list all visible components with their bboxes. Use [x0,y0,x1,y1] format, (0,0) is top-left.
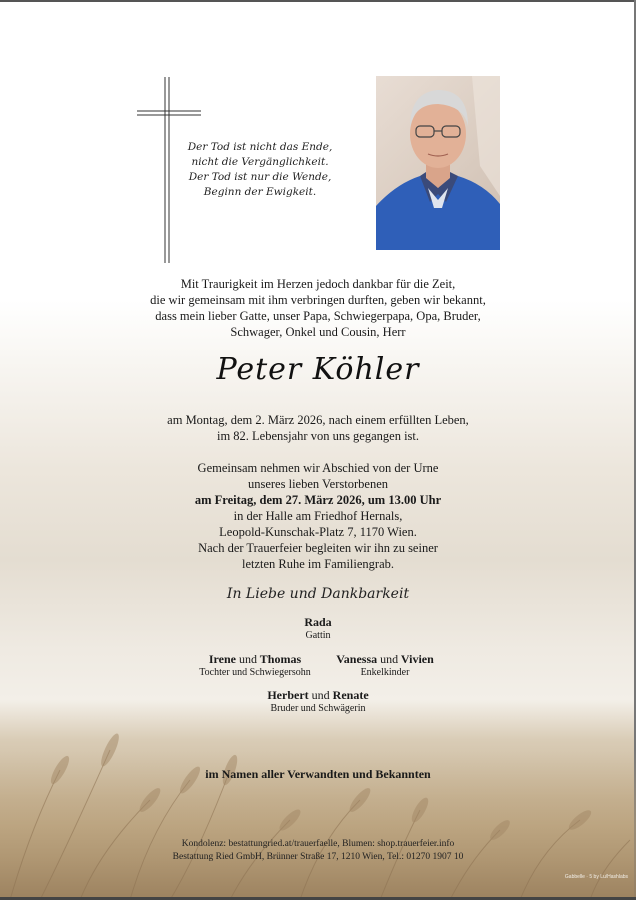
ceremony-line: Gemeinsam nehmen wir Abschied von der Urne [197,461,439,475]
footer [100,838,536,864]
family-role: Tochter und Schwiegersohn [199,667,311,678]
intro-line: Schwager, Onkel und Cousin, Herr [230,325,406,339]
family-und: und [238,652,257,666]
intro-line: die wir gemeinsam mit ihm verbringen durften, geben wir bekannt, [150,293,486,307]
family-member-vanessa-vivien [320,653,450,679]
family-name: Irene [208,652,236,666]
ceremony-details [100,460,536,572]
footer-contact: Kondolenz: bestattungried.at/trauerfaelle, Blumen: shop.trauerfeier.info [181,839,455,849]
ceremony-line: unseres lieben Verstorbenen [247,477,388,491]
family-name: Vanessa [336,652,378,666]
family-role: Bruder und Schwägerin [270,703,366,714]
family-und: und [380,652,399,666]
quote [150,140,370,200]
quote-line: Beginn der Ewigkeit. [203,186,317,198]
ceremony-address: Leopold-Kunschak-Platz 7, 1170 Wien. [219,525,417,539]
quote-line: Der Tod ist nicht das Ende, [187,141,333,153]
family-names [320,653,450,666]
portrait-photo [376,76,500,250]
wheat-field-image [0,710,636,900]
family-member-rada [268,616,368,642]
family-role: Enkelkinder [360,667,410,678]
quote-line: Der Tod ist nur die Wende, [188,171,332,183]
deceased-name: Peter Köhler [216,352,420,387]
family-und: und [311,688,330,702]
family-name: Thomas [259,652,302,666]
ceremony-line: in der Halle am Friedhof Hernals, [233,509,403,523]
intro-line: dass mein lieber Gatte, unser Papa, Schwiegerpapa, Opa, Bruder, [155,309,481,323]
family-name: Herbert [267,688,309,702]
image-credit: Gabbelle · 5 by Lu/Hashlabs [564,874,628,880]
ceremony-line: Nach der Trauerfeier begleiten wir ihn zu seiner [198,541,438,555]
death-line: am Montag, dem 2. März 2026, nach einem erfüllten Leben, [167,413,469,427]
death-details [100,412,536,444]
announcement-intro [100,276,536,340]
closing-phrase: In Liebe und Dankbarkeit [226,586,410,602]
family-names [180,653,330,666]
family-name: Rada [304,615,332,629]
footer-address: Bestattung Ried GmbH, Brünner Straße 17, 1210 Wien, Tel.: 01270 1907 10 [172,852,464,862]
family-names [238,689,398,702]
family-name: Vivien [400,652,434,666]
death-line: im 82. Lebensjahr von uns gegangen ist. [216,429,420,443]
ceremony-date: am Freitag, dem 27. März 2026, um 13.00 Uhr [194,493,442,507]
family-member-irene-thomas [180,653,330,679]
ceremony-line: letzten Ruhe im Familiengrab. [241,557,395,571]
family-role: Gattin [305,630,331,641]
relatives-line: im Namen aller Verwandten und Bekannten [205,767,431,781]
frame-top-border [0,0,636,2]
intro-line: Mit Traurigkeit im Herzen jedoch dankbar für die Zeit, [180,277,456,291]
quote-line: nicht die Vergänglichkeit. [191,156,329,168]
family-name: Renate [332,688,369,702]
